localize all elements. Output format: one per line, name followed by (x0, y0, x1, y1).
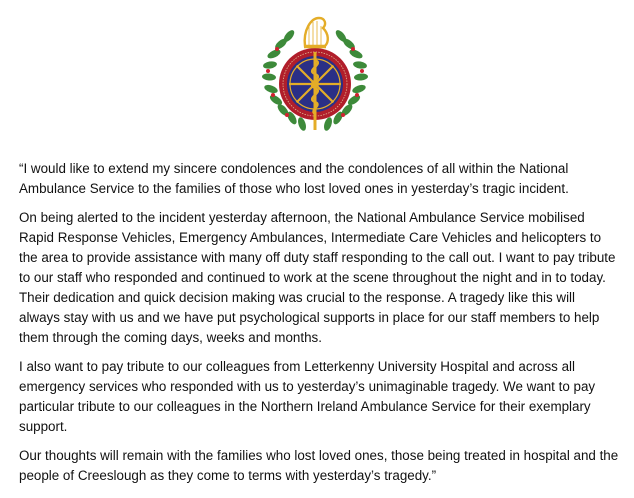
staff (314, 52, 317, 130)
statement-paragraph-2: On being alerted to the incident yesterday afternoon, the National Ambulance Service mobilised Rapid Response Vehicles, Emergency Ambulances, Intermediate Care Vehicles and helicopters to the area to provide assistance with many off duty staff responding to the call out. I want to pay tribute to our staff who responded and continued to work at the scene throughout the night and in to today. Their dedication and quick decision making was crucial to the response. A tragedy like this will always stay with us and we have put psychological supports in place for our staff members to help them through the coming days, weeks and months. (19, 210, 616, 345)
national-ambulance-service-crest-icon (259, 12, 371, 148)
statement-paragraph-4: Our thoughts will remain with the families who lost loved ones, those being treated in hospital and the people of Creeslough as they come to terms with yesterday’s tragedy.” (19, 448, 619, 483)
statement-body (19, 159, 619, 495)
harp-icon (304, 18, 328, 47)
statement-paragraph-1: “I would like to extend my sincere condolences and the condolences of all within the National Ambulance Service to the families of those who lost loved ones in yesterday’s tragic incident. (19, 161, 569, 196)
statement-paragraph-3: I also want to pay tribute to our colleagues from Letterkenny University Hospital and across all emergency services who responded with us to yesterday’s unimaginable tragedy. We want to pay particular tribute to our colleagues in the Northern Ireland Ambulance Service for their exemplary support. (19, 359, 596, 434)
